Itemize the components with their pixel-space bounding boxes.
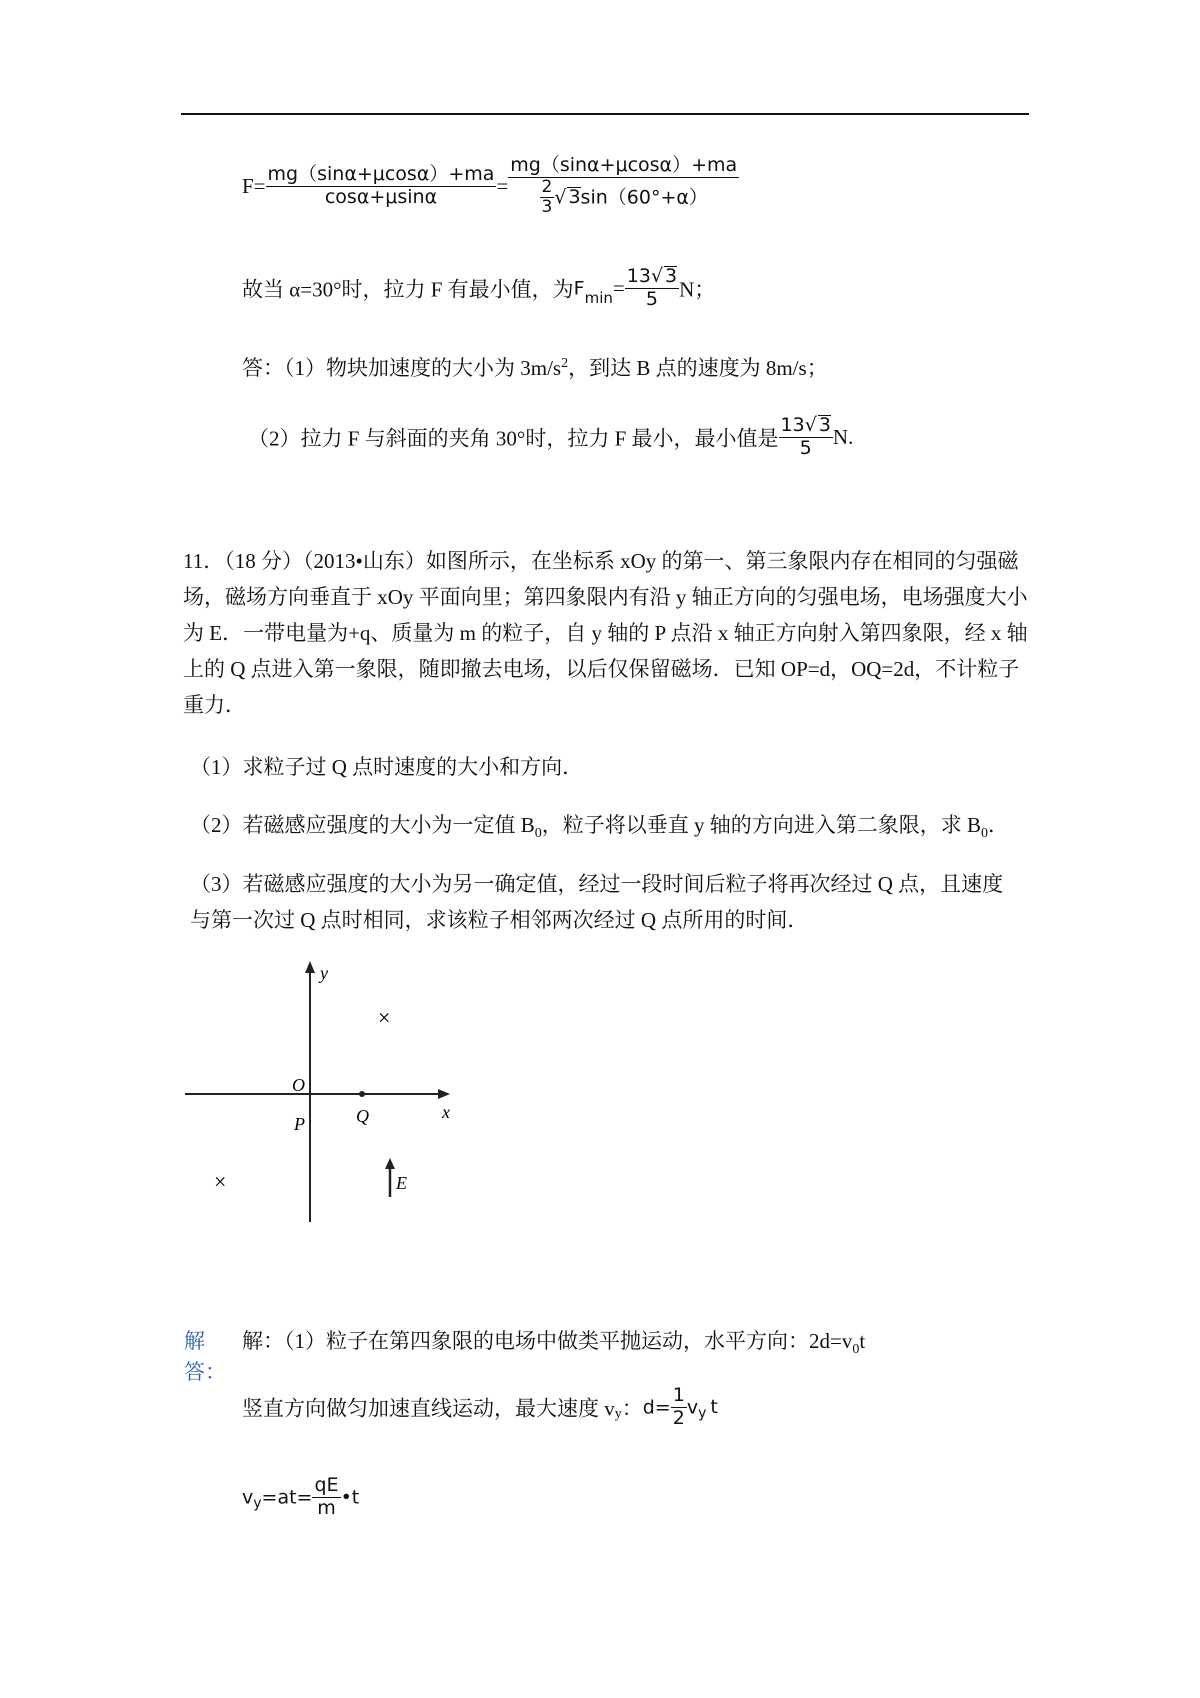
formula-f <box>242 155 739 218</box>
sol-line3-num: qE <box>314 1474 339 1496</box>
line-fmin-num-coef: 13 <box>626 265 651 287</box>
formula-f-fraction-2 <box>508 155 739 218</box>
field-cross-1: × <box>378 1005 391 1030</box>
line-fmin-num <box>625 266 679 289</box>
e-label: E <box>396 1173 407 1193</box>
problem-11-q2 <box>190 809 1009 842</box>
formula-f-num2: mg（sinα+μcosα）+ma <box>510 154 738 176</box>
sol-line2-pre: 竖直方向做匀加速直线运动，最大速度 v <box>242 1396 615 1421</box>
header-rule <box>181 113 1029 115</box>
origin-label: O <box>292 1075 305 1095</box>
sol-line2-rhs-sub: y <box>698 1405 707 1422</box>
sol-line2-num: 1 <box>672 1384 685 1406</box>
line-fmin-fraction <box>625 266 679 311</box>
q2-sub2: 0 <box>981 826 989 842</box>
formula-f-den2-post: sin（60°+α） <box>580 186 708 209</box>
sqrt-sign: √ <box>554 186 567 209</box>
p-label: P <box>294 1114 305 1134</box>
answer-2-den: 5 <box>799 436 812 459</box>
sol-line3-fraction <box>312 1475 340 1520</box>
sol-line3-den: m <box>317 1496 336 1519</box>
q-label: Q <box>356 1106 369 1126</box>
x-label: x <box>442 1102 450 1122</box>
formula-f-den2-small-den: 3 <box>541 197 553 218</box>
y-label: y <box>320 963 328 983</box>
q2-pre: （2）若磁感应强度的大小为一定值 B <box>190 813 535 837</box>
solution-line-1 <box>242 1325 865 1358</box>
line-fmin-sub: min <box>584 289 613 308</box>
line-fmin-den: 5 <box>645 287 658 310</box>
line-fmin-text: 故当 α=30°时，拉力 F 有最小值，为 <box>242 277 574 302</box>
formula-f-den1: cosα+μsinα <box>324 185 438 208</box>
solution-tag-1: 解 <box>184 1329 205 1353</box>
answer-1-prefix: 答：（1）物块加速度的大小为 3m/s <box>242 356 562 380</box>
sol-line1-pre: 解：（1）粒子在第四象限的电场中做类平抛运动，水平方向：2d=v <box>242 1329 853 1353</box>
answer-2-num-coef: 13 <box>780 414 805 436</box>
line-fmin-f: F <box>573 277 585 300</box>
formula-f-fraction-1 <box>266 164 497 209</box>
formula-f-den2-small-num: 2 <box>541 176 553 197</box>
x-axis-arrow <box>438 1089 450 1099</box>
field-cross-2: × <box>214 1169 227 1194</box>
sol-line2-sub: y <box>614 1406 622 1422</box>
solution-tag-2: 答： <box>184 1360 226 1384</box>
answer-2 <box>248 415 853 460</box>
sol-line2-den: 2 <box>672 1406 685 1429</box>
problem-11-q1: （1）求粒子过 Q 点时速度的大小和方向． <box>190 755 584 779</box>
solution-line-3 <box>242 1475 359 1520</box>
formula-f-lhs: F= <box>242 173 266 198</box>
q2-sub: 0 <box>534 826 542 842</box>
formula-f-eq: = <box>496 173 509 198</box>
sqrt-sign: √ <box>650 265 664 287</box>
formula-f-den2-small-frac <box>540 178 555 218</box>
sqrt-sign: √ <box>804 414 817 436</box>
line-fmin-unit: N； <box>679 277 716 302</box>
sol-line2-eq-lhs: d= <box>642 1396 671 1419</box>
y-axis-arrow <box>305 961 315 973</box>
line-fmin-eq: = <box>612 275 625 300</box>
formula-f-den2 <box>508 178 739 218</box>
answer-2-unit: N. <box>832 424 854 449</box>
formula-f-num1: mg（sinα+μcosα）+ma <box>267 163 495 186</box>
answer-2-num <box>779 415 833 438</box>
sol-line3-lhs: v <box>242 1486 254 1509</box>
answer-1 <box>242 352 828 382</box>
sol-line2-rhs-end: t <box>710 1396 718 1419</box>
sol-line3-rhs: •t <box>340 1486 360 1509</box>
sol-line1-sub: 0 <box>852 1342 860 1358</box>
sol-line1-end: t <box>859 1329 866 1353</box>
answer-2-num-rad: 3 <box>818 414 831 436</box>
sol-line2-rhs: v <box>686 1396 699 1419</box>
sol-line3-eq: =at= <box>261 1486 313 1509</box>
line-fmin-num-rad: 3 <box>665 265 678 287</box>
answer-1-sup: 2 <box>561 356 569 371</box>
answer-2-text: （2）拉力 F 与斜面的夹角 30°时，拉力 F 最小，最小值是 <box>248 426 779 451</box>
coordinate-figure <box>180 955 480 1255</box>
problem-11-stem: 11．（18 分）（2013•山东）如图所示，在坐标系 xOy 的第一、第三象限内存在相同的匀强磁场，磁场方向垂直于 xOy 平面向里；第四象限内有沿 y 轴正方向的匀强电场，电场强度大小为 E．一带电量为+q、质量为 m 的粒子，自 y 轴的 P 点沿 x 轴正方向射入第四象限，经 x 轴上的 Q 点进入第一象限，随即撤去电场，以后仅保留磁场．已知 OP=d，OQ=2d，不计粒子重力． <box>183 549 1028 717</box>
sol-line2-colon: ： <box>621 1396 643 1421</box>
answer-1-rest: ，到达 B 点的速度为 8m/s； <box>568 356 828 380</box>
problem-11-q3: （3）若磁感应强度的大小为另一确定值，经过一段时间后粒子将再次经过 Q 点，且速度与第一次过 Q 点时相同，求该粒子相邻两次经过 Q 点所用的时间． <box>190 872 1004 932</box>
solution-line-2 <box>242 1385 718 1430</box>
q2-mid: ，粒子将以垂直 y 轴的方向进入第二象限，求 B <box>541 813 982 837</box>
sol-line3-lhs-sub: y <box>253 1495 262 1512</box>
formula-f-den2-radicand: 3 <box>568 186 581 209</box>
q-point <box>359 1091 365 1097</box>
q2-end: ． <box>988 813 1010 837</box>
line-fmin <box>242 266 715 311</box>
e-field-arrowhead <box>385 1158 395 1169</box>
sol-line2-fraction <box>671 1385 687 1430</box>
answer-2-fraction <box>779 415 833 460</box>
